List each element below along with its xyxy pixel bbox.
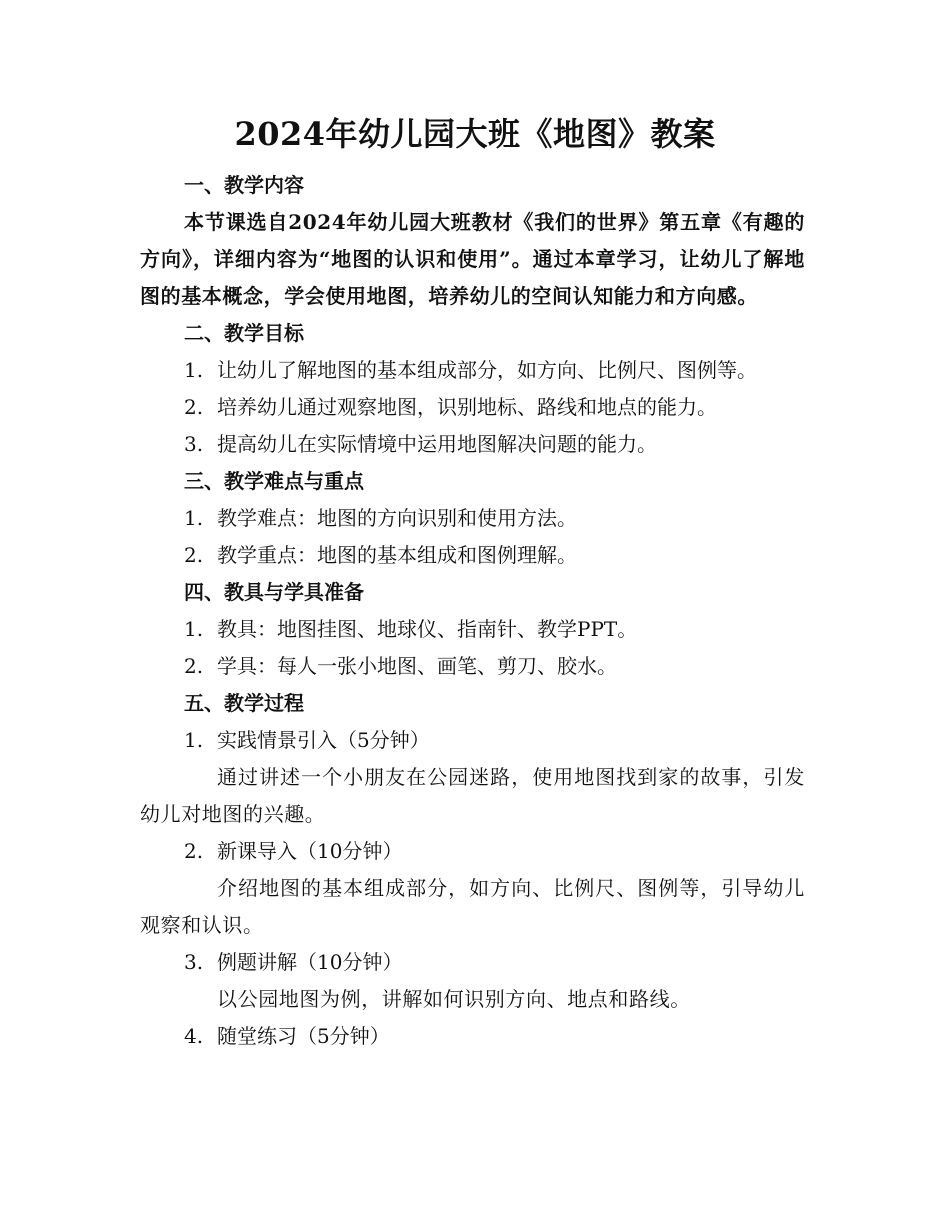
list-item	[140, 352, 805, 389]
section-heading-process: 五、教学过程	[184, 691, 304, 715]
list-item	[140, 611, 805, 648]
step-number: 1.	[184, 728, 204, 752]
document-body	[140, 167, 805, 1055]
list-text: 培养幼儿通过观察地图，识别地标、路线和地点的能力。	[217, 395, 717, 419]
list-text: 提高幼儿在实际情境中运用地图解决问题的能力。	[217, 432, 657, 456]
list-text: 教学难点：地图的方向识别和使用方法。	[217, 506, 577, 530]
step-detail: 通过讲述一个小朋友在公园迷路，使用地图找到家的故事，引发幼儿对地图的兴趣。	[140, 765, 805, 826]
list-item	[140, 389, 805, 426]
step-detail: 以公园地图为例，讲解如何识别方向、地点和路线。	[217, 987, 691, 1011]
list-text: 教具：地图挂图、地球仪、指南针、教学PPT。	[217, 617, 638, 641]
list-item	[140, 500, 805, 537]
list-text: 学具：每人一张小地图、画笔、剪刀、胶水。	[217, 654, 617, 678]
section-heading-teaching-content: 一、教学内容	[184, 173, 304, 197]
step-number: 3.	[184, 950, 204, 974]
process-step	[140, 944, 805, 981]
section-heading-teaching-goals: 二、教学目标	[184, 321, 304, 345]
process-step	[140, 1018, 805, 1055]
process-step	[140, 722, 805, 759]
list-number: 1.	[184, 617, 204, 641]
list-number: 2.	[184, 395, 204, 419]
teaching-content-paragraph: 本节课选自2024年幼儿园大班教材《我们的世界》第五章《有趣的方向》，详细内容为“地图的认识和使用”。通过本章学习，让幼儿了解地图的基本概念，学会使用地图，培养幼儿的空间认知能力和方向感。	[140, 210, 805, 308]
step-detail: 介绍地图的基本组成部分，如方向、比例尺、图例等，引导幼儿观察和认识。	[140, 876, 805, 937]
section-heading-materials: 四、教具与学具准备	[184, 580, 364, 604]
step-number: 2.	[184, 839, 204, 863]
list-item	[140, 426, 805, 463]
step-title: 新课导入（10分钟）	[217, 839, 403, 863]
list-number: 3.	[184, 432, 204, 456]
step-title: 例题讲解（10分钟）	[217, 950, 403, 974]
list-number: 2.	[184, 654, 204, 678]
step-number: 4.	[184, 1024, 204, 1048]
list-text: 教学重点：地图的基本组成和图例理解。	[217, 543, 577, 567]
list-item	[140, 648, 805, 685]
list-text: 让幼儿了解地图的基本组成部分，如方向、比例尺、图例等。	[217, 358, 757, 382]
document-title: 2024年幼儿园大班《地图》教案	[234, 115, 716, 153]
step-title: 随堂练习（5分钟）	[217, 1024, 390, 1048]
step-title: 实践情景引入（5分钟）	[217, 728, 430, 752]
list-item	[140, 537, 805, 574]
list-number: 1.	[184, 358, 204, 382]
list-number: 1.	[184, 506, 204, 530]
list-number: 2.	[184, 543, 204, 567]
section-heading-difficulties: 三、教学难点与重点	[184, 469, 364, 493]
process-step	[140, 833, 805, 870]
